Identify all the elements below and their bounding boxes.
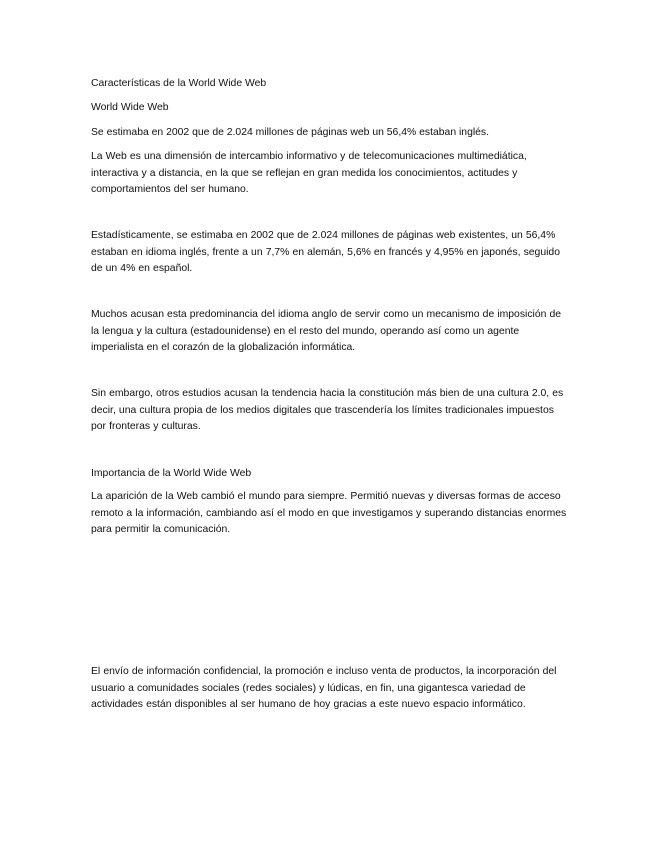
section-heading: Importancia de la World Wide Web xyxy=(91,468,252,479)
paragraph-web-uses: El envío de información confidencial, la promoción e incluso venta de productos, la incorporación del usuario a comunidades sociales (redes sociales) y lúdicas, en fin, una gigantesca variedad de actividades están disponibles al ser humano de hoy gracias a este nuevo espacio informático. xyxy=(91,666,557,710)
paragraph-statistics: Estadísticamente, se estimaba en 2002 que de 2.024 millones de páginas web existentes, un 56,4% estaban en idioma inglés, frente a un 7,7% en alemán, 5,6% en francés y 4,95% en japonés, seguido de un 4% en español. xyxy=(91,230,560,274)
document-subtitle: World Wide Web xyxy=(91,102,169,113)
summary-line: Se estimaba en 2002 que de 2.024 millones de páginas web un 56,4% estaban inglés. xyxy=(91,127,490,138)
paragraph-language-dominance: Muchos acusan esta predominancia del idioma anglo de servir como un mecanismo de imposición de la lengua y la cultura (estadounidense) en el resto del mundo, operando así como un agente imperialista en el corazón de la globalización informática. xyxy=(91,309,562,353)
paragraph-web-dimension: La Web es una dimensión de intercambio informativo y de telecomunicaciones multimediática, interactiva y a distancia, en la que se reflejan en gran medida los conocimientos, actitudes y comportamientos del ser humano. xyxy=(91,151,527,195)
paragraph-digital-culture: Sin embargo, otros estudios acusan la tendencia hacia la constitución más bien de una cultura 2.0, es decir, una cultura propia de los medios digitales que trascendería los límites tradicionales impuestos por fronteras y culturas. xyxy=(91,388,564,432)
document-title: Características de la World Wide Web xyxy=(91,78,267,89)
paragraph-web-impact: La aparición de la Web cambió el mundo para siempre. Permitió nuevas y diversas formas de acceso remoto a la información, cambiando así el modo en que investigamos y superando distancias enormes para permitir la comunicación. xyxy=(91,491,567,535)
